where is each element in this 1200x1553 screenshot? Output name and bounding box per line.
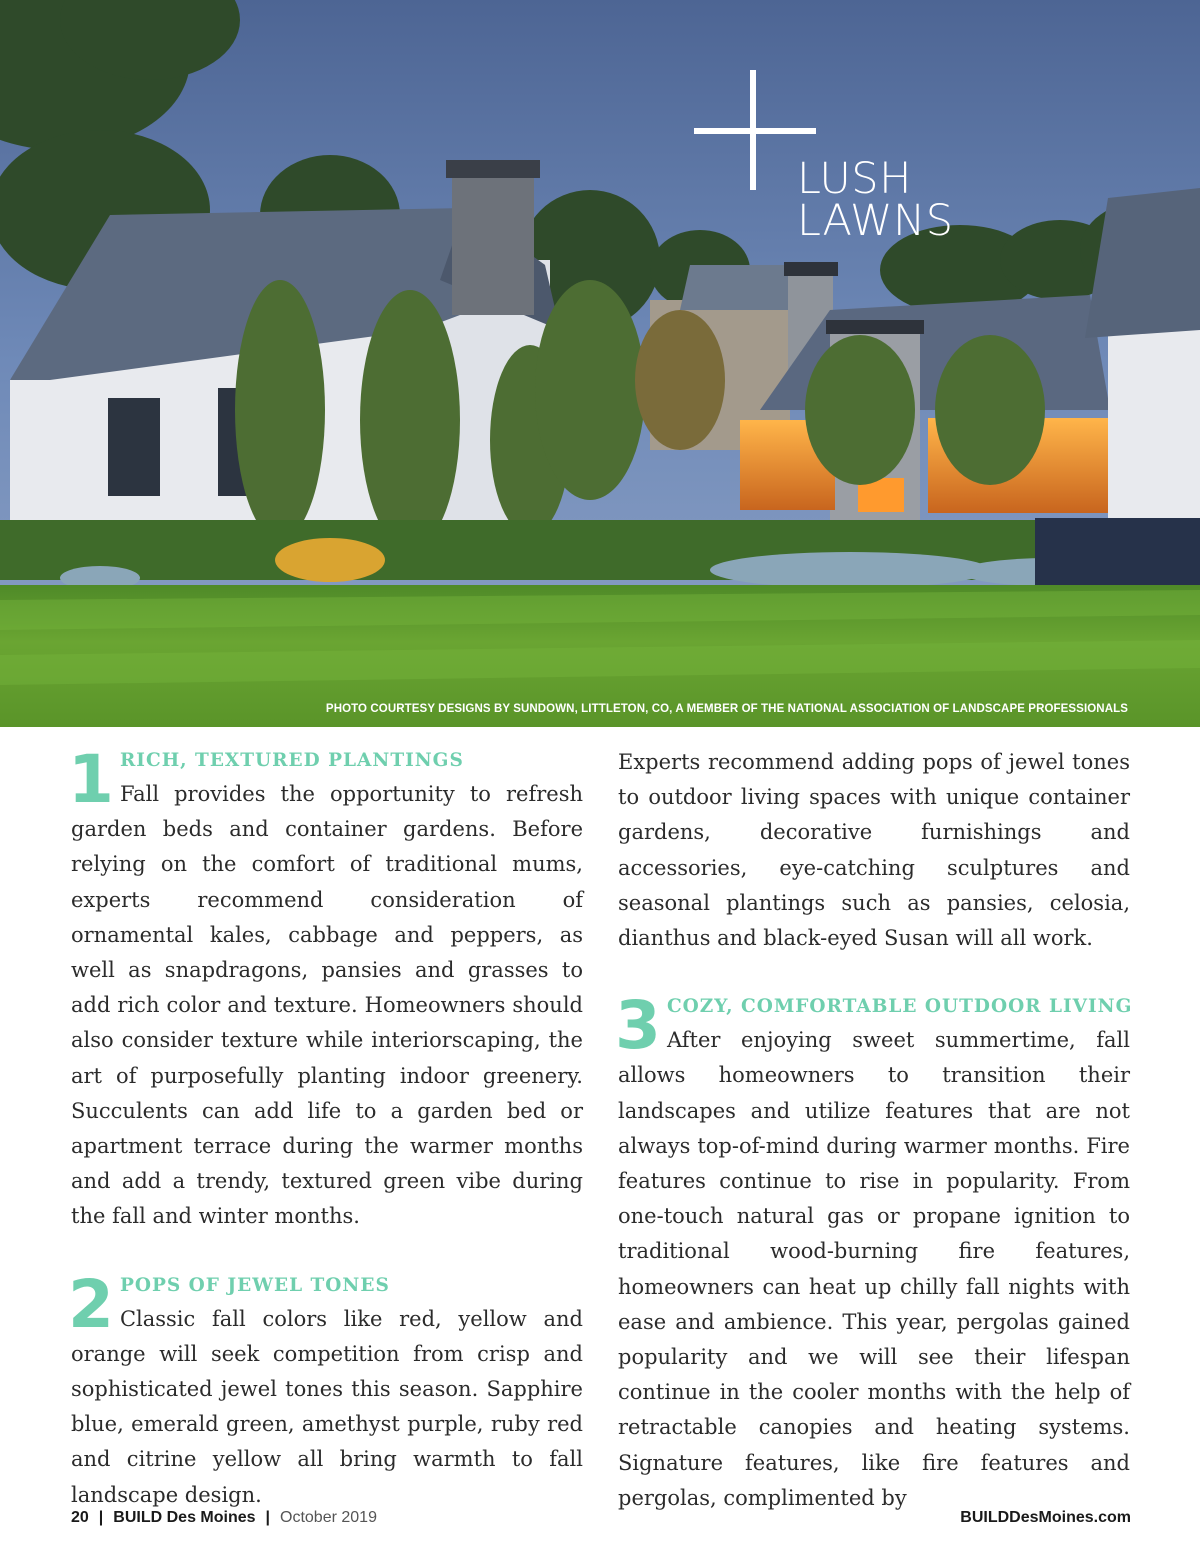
- plus-icon-horizontal: [694, 128, 816, 134]
- hero-photo: [0, 0, 1200, 727]
- section-heading-2: POPS OF JEWEL TONES: [119, 1274, 390, 1296]
- section-body-3: After enjoying sweet summertime, fall allows homeowners to transition their landscapes and utilize features that are not always top-of-mind during warmer months. Fire features continue to rise in popularity. From one-touch natural gas or propane ignition to traditional wood-burning fire features, homeowners can heat up chilly fall nights with ease and ambience. This year, pergolas gained popularity and we will see their lifespan continue in the cooler months with the help of retractable canopies and heating systems. Signature features, like fire features and pergolas, complimented by: [618, 1028, 1130, 1510]
- hero-title-block: [694, 70, 994, 250]
- hero-title: [797, 154, 954, 246]
- section-2: [68, 1265, 583, 1513]
- footer-separator: |: [98, 1509, 104, 1526]
- issue-date: October 2019: [280, 1509, 377, 1526]
- section-body-2-continuation: Experts recommend adding pops of jewel tones to outdoor living spaces with unique container gardens, decorative furnishings and accessories, eye-catching sculptures and seasonal plantings such as pansies, celosia, dianthus and black-eyed Susan will all work.: [618, 750, 1130, 951]
- section-body-2: Classic fall colors like red, yellow and orange will seek competition from crisp and sophisticated jewel tones this season. Sapphire blue, emerald green, amethyst purple, ruby red and citrine yellow all bring warmth to fall landscape design.: [71, 1306, 583, 1507]
- page-footer: [71, 1509, 1131, 1531]
- publication-name: BUILD Des Moines: [113, 1509, 256, 1526]
- website-link[interactable]: BUILDDesMoines.com: [960, 1509, 1131, 1526]
- section-heading-1: RICH, TEXTURED PLANTINGS: [119, 750, 464, 771]
- section-body-1: Fall provides the opportunity to refresh garden beds and container gardens. Before relying on the comfort of traditional mums, experts recommend consideration of ornamental kales, cabbage and peppers, as well as snapdragons, pansies and grasses to add rich color and texture. Homeowners should also consider texture while interiorscaping, the art of purposefully planting indoor greenery. Succulents can add life to a garden bed or apartment terrace during the warmer months and add a trendy, textured green vibe during the fall and winter months.: [71, 782, 583, 1229]
- photo-credit: PHOTO COURTESY DESIGNS BY SUNDOWN, LITTLETON, CO, A MEMBER OF THE NATIONAL ASSOCIATION OF LANDSCAPE PROFESSIONALS: [325, 703, 1128, 715]
- section-number-2: 2: [68, 1265, 114, 1343]
- hero-title-line-2: LAWNS: [797, 196, 954, 246]
- section-heading-3: COZY, COMFORTABLE OUTDOOR LIVING: [666, 996, 1133, 1018]
- section-number-3: 3: [615, 987, 661, 1065]
- section-number-1: 1: [68, 741, 114, 818]
- house-landscape-illustration: [0, 0, 1200, 727]
- section-1: [68, 741, 583, 1235]
- section-2-continued: [618, 745, 1130, 956]
- footer-left: [71, 1509, 377, 1527]
- article-column-right: [615, 745, 1133, 1516]
- hero-title-line-1: LUSH: [797, 154, 912, 204]
- footer-separator: |: [265, 1509, 271, 1526]
- article-column-left: [68, 741, 583, 1513]
- section-3: [615, 987, 1133, 1516]
- page-number: 20: [71, 1509, 89, 1526]
